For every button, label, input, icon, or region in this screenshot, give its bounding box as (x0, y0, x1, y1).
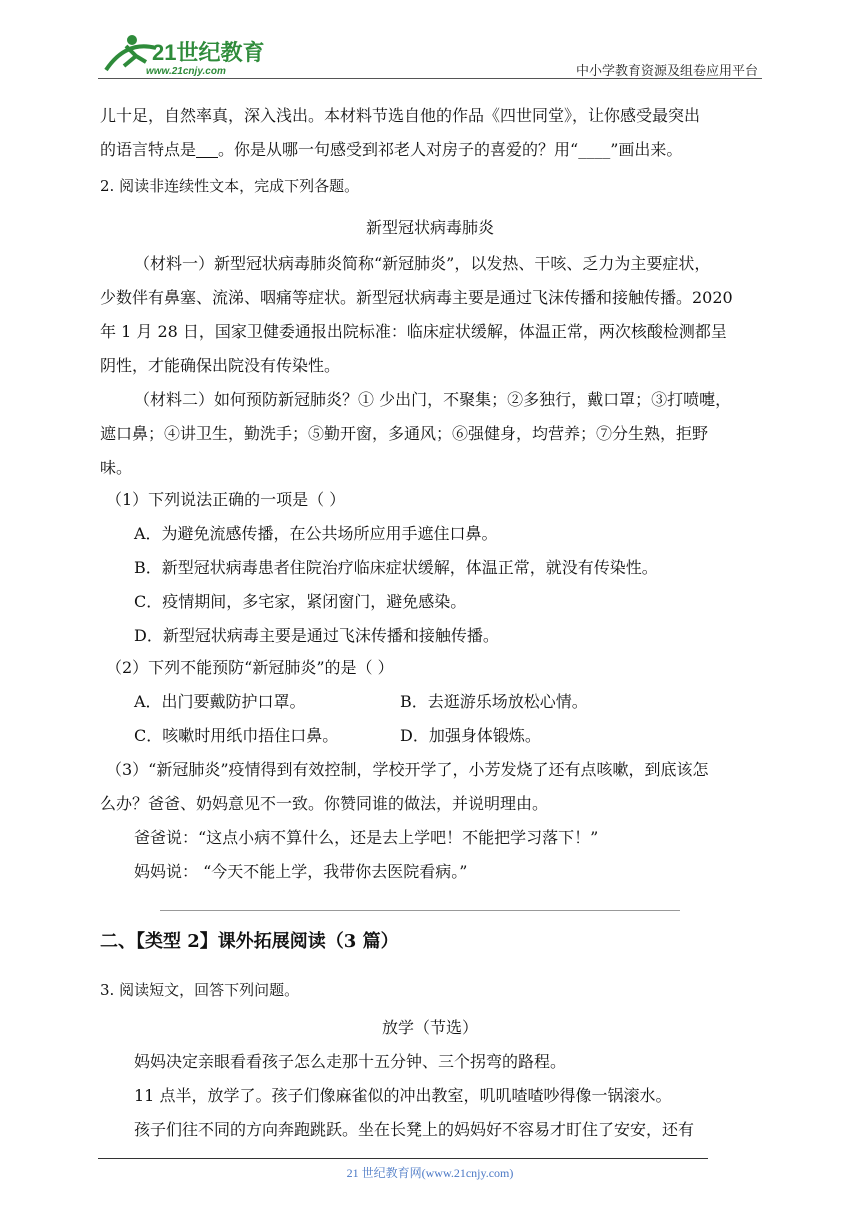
material2-line-b: 遮口鼻；④讲卫生，勤洗手；⑤勤开窗，多通风；⑥强健身，均营养；⑦分生熟，拒野 (100, 424, 709, 443)
answer-separator (160, 910, 680, 911)
passage-para-2: 11 点半，放学了。孩子们像麻雀似的冲出教室，叽叽喳喳吵得像一锅滚水。 (134, 1086, 672, 1105)
option-2A[interactable]: A．出门要戴防护口罩。 (134, 692, 306, 711)
sub-question-2: （2）下列不能预防“新冠肺炎”的是（ ） (106, 658, 394, 677)
runner-logo-icon (96, 30, 266, 82)
passage-para-1: 妈妈决定亲眼看看孩子怎么走那十五分钟、三个拐弯的路程。 (134, 1052, 567, 1071)
sub-question-3-line-a: （3）“新冠肺炎”疫情得到有效控制，学校开学了，小芳发烧了还有点咳嗽，到底该怎 (106, 760, 709, 779)
platform-name: 中小学教育资源及组卷应用平台 (575, 64, 758, 79)
material2-line-a: （材料二）如何预防新冠肺炎？① 少出门，不聚集；②多独行，戴口罩；③打喷嚏， (134, 390, 732, 409)
passage-title-2: 放学（节选） (381, 1018, 478, 1037)
mom-quote: 妈妈说： “今天不能上学，我带你去医院看病。” (134, 862, 468, 881)
option-2D[interactable]: D．加强身体锻炼。 (400, 726, 541, 745)
text-line-2a: 的语言特点是 (100, 140, 197, 159)
question-2: 2. 阅读非连续性文本，完成下列各题。 (100, 177, 360, 195)
option-1C[interactable]: C．疫情期间，多宅家，紧闭窗门，避免感染。 (134, 592, 467, 611)
option-2B[interactable]: B．去逛游乐场放松心情。 (400, 692, 588, 711)
header-divider (98, 78, 762, 79)
answer-blank[interactable] (196, 141, 218, 158)
option-1B[interactable]: B．新型冠状病毒患者住院治疗临床症状缓解，体温正常，就没有传染性。 (134, 558, 658, 577)
footer-divider (98, 1158, 708, 1159)
sub-question-3-line-b: 么办？爸爸、奶妈意见不一致。你赞同谁的做法，并说明理由。 (100, 794, 549, 813)
logo-main-text: 21世纪教育 (152, 40, 265, 65)
material1-line-b: 少数伴有鼻塞、流涕、咽痛等症状。新型冠状病毒主要是通过飞沫传播和接触传播。2020 (100, 288, 733, 307)
material1-line-a: （材料一）新型冠状病毒肺炎简称“新冠肺炎”，以发热、干咳、乏力为主要症状， (134, 254, 711, 273)
text-line-2b: 。你是从哪一句感受到祁老人对房子的喜爱的？用“____”画出来。 (218, 140, 683, 159)
option-2C[interactable]: C．咳嗽时用纸巾捂住口鼻。 (134, 726, 339, 745)
material2-line-c: 味。 (100, 458, 133, 477)
sub-question-1: （1）下列说法正确的一项是（ ） (106, 490, 346, 509)
site-logo (96, 30, 266, 82)
option-1A[interactable]: A．为避免流感传播，在公共场所应用手遮住口鼻。 (134, 524, 498, 543)
material1-line-c: 年 1 月 28 日，国家卫健委通报出院标准：临床症状缓解，体温正常，两次核酸检测都呈 (100, 322, 727, 341)
passage-para-3: 孩子们往不同的方向奔跑跳跃。坐在长凳上的妈妈好不容易才盯住了安安，还有 (134, 1120, 695, 1139)
footer-text[interactable]: 21 世纪教育网(www.21cnjy.com) (346, 1166, 514, 1180)
text-line-1: 儿十足，自然率真，深入浅出。本材料节选自他的作品《四世同堂》，让你感受最突出 (100, 106, 701, 125)
text-line-2 (100, 138, 770, 162)
dad-quote: 爸爸说：“这点小病不算什么，还是去上学吧！不能把学习落下！” (134, 828, 599, 847)
section-2-heading: 二、【类型 2】课外拓展阅读（3 篇） (100, 931, 399, 952)
material1-line-d: 阴性，才能确保出院没有传染性。 (100, 356, 341, 375)
logo-sub-text: www.21cnjy.com (146, 66, 226, 77)
option-1D[interactable]: D．新型冠状病毒主要是通过飞沫传播和接触传播。 (134, 626, 499, 645)
passage-title-1: 新型冠状病毒肺炎 (365, 218, 494, 237)
question-3: 3. 阅读短文，回答下列问题。 (100, 981, 300, 999)
